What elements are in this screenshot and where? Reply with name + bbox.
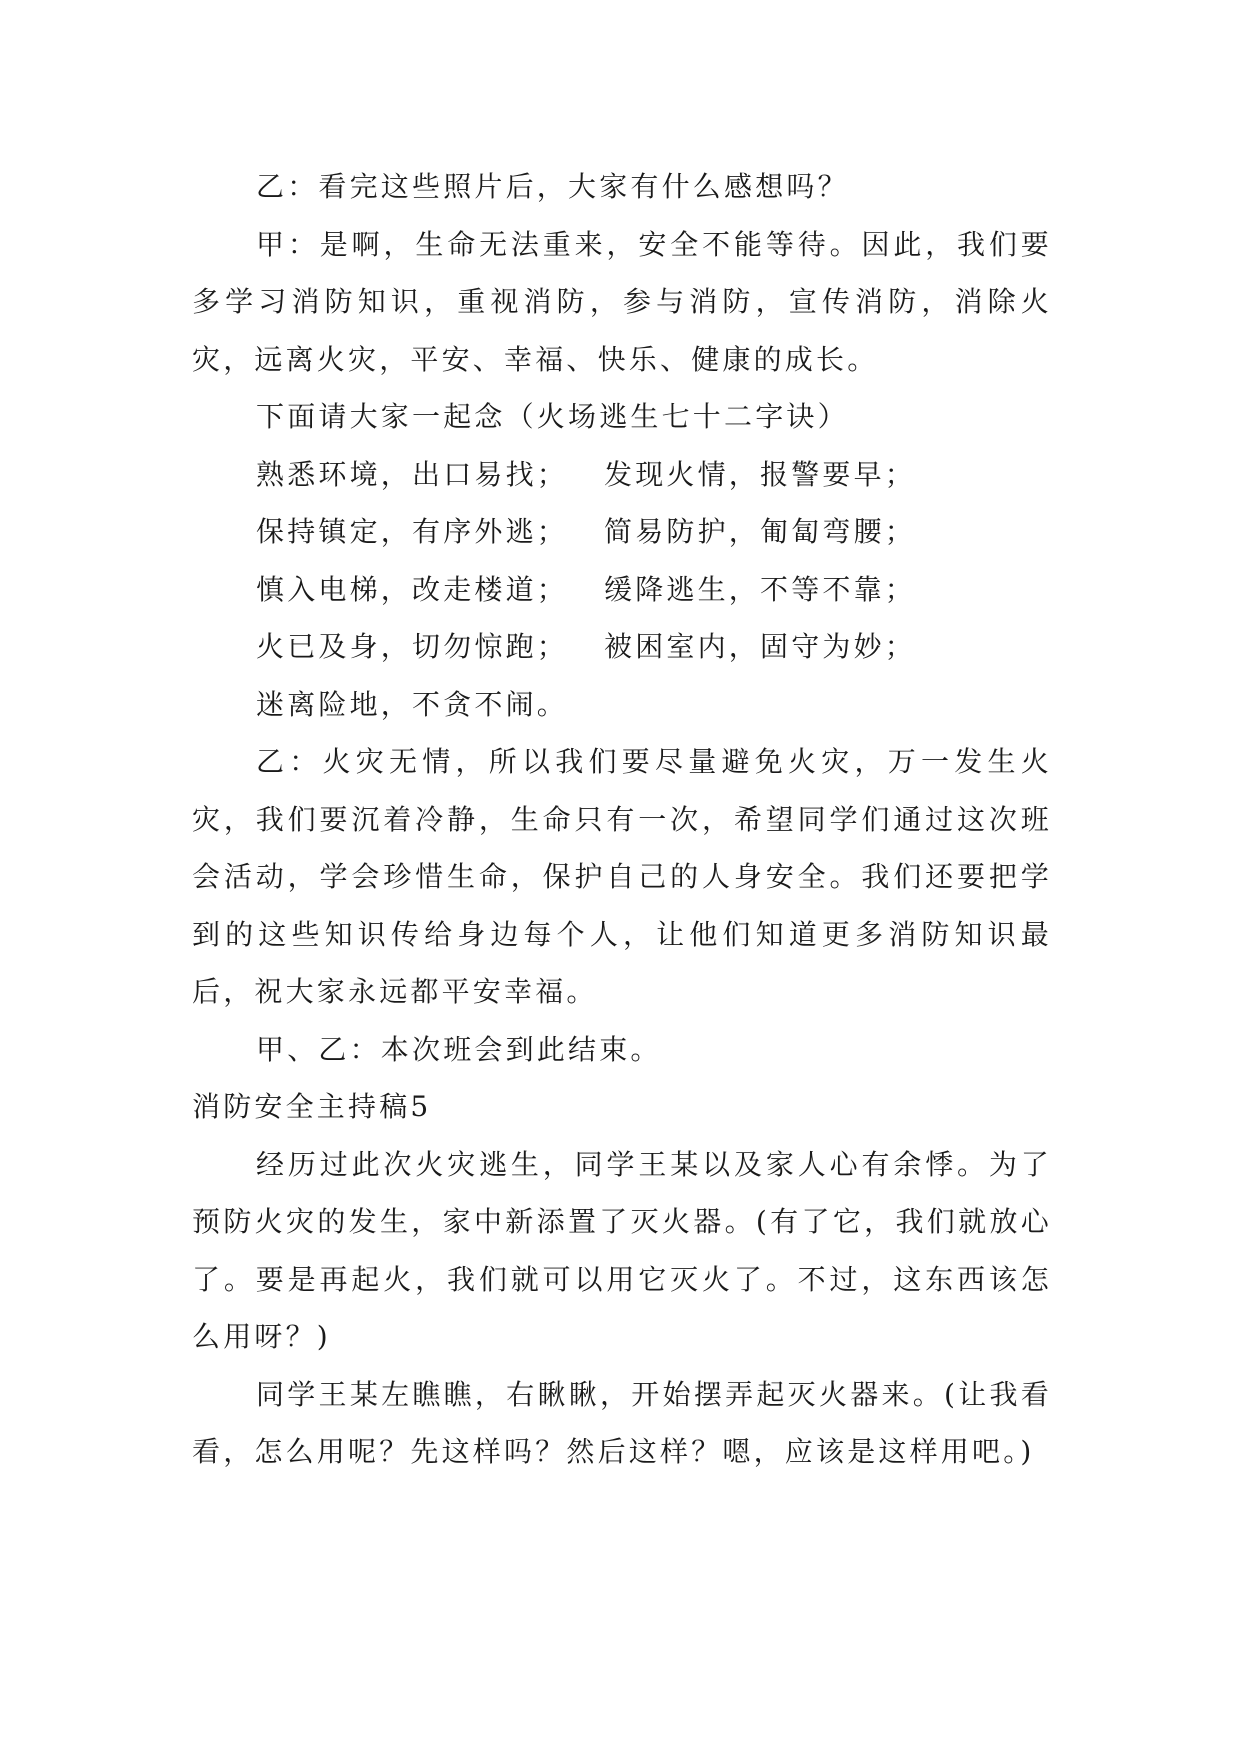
paragraph-closing: 甲、乙：本次班会到此结束。 xyxy=(256,1032,662,1066)
verse-half: 被困室内，固守为妙； xyxy=(604,630,917,663)
verse-line xyxy=(192,503,1052,561)
paragraph-dialogue-jia-1: 甲：是啊，生命无法重来，安全不能等待。因此，我们要多学习消防知识，重视消防，参与消防，宣传消防，消除火灾，远离火灾，平安、幸福、快乐、健康的成长。 xyxy=(192,227,1052,376)
verse-half: 简易防护，匍匐弯腰； xyxy=(604,515,917,548)
escape-verse xyxy=(192,446,1052,734)
document-body xyxy=(192,158,1052,1481)
paragraph-section-1: 经历过此次火灾逃生，同学王某以及家人心有余悸。为了预防火灾的发生，家中新添置了灭火器。(有了它，我们就放心了。要是再起火，我们就可以用它灭火了。不过，这东西该怎么用呀？) xyxy=(192,1147,1052,1353)
section-heading: 消防安全主持稿5 xyxy=(192,1090,432,1123)
verse-half: 发现火情，报警要早； xyxy=(604,457,917,491)
verse-line xyxy=(192,618,1052,676)
paragraph-section-2: 同学王某左瞧瞧，右瞅瞅，开始摆弄起灭火器来。(让我看看，怎么用呢？先这样吗？然后这样？嗯，应该是这样用吧。) xyxy=(192,1377,1052,1468)
verse-half: 缓降逃生，不等不靠； xyxy=(604,572,917,606)
verse-line xyxy=(192,676,1052,734)
verse-half: 慎入电梯，改走楼道； xyxy=(256,572,569,606)
verse-half: 保持镇定，有序外逃； xyxy=(256,515,569,548)
verse-half: 熟悉环境，出口易找； xyxy=(256,457,569,491)
paragraph-verse-intro: 下面请大家一起念（火场逃生七十二字诀） xyxy=(256,400,849,433)
verse-half: 迷离险地，不贪不闹。 xyxy=(256,687,569,721)
verse-line xyxy=(192,561,1052,619)
verse-line xyxy=(192,446,1052,504)
paragraph-dialogue-yi-1: 乙：看完这些照片后，大家有什么感想吗？ xyxy=(256,170,849,203)
verse-half: 火已及身，切勿惊跑； xyxy=(256,630,569,663)
paragraph-dialogue-yi-2: 乙：火灾无情，所以我们要尽量避免火灾，万一发生火灾，我们要沉着冷静，生命只有一次，希望同学们通过这次班会活动，学会珍惜生命，保护自己的人身安全。我们还要把学到的这些知识传给身边每个人，让他们知道更多消防知识最后，祝大家永远都平安幸福。 xyxy=(192,745,1052,1008)
